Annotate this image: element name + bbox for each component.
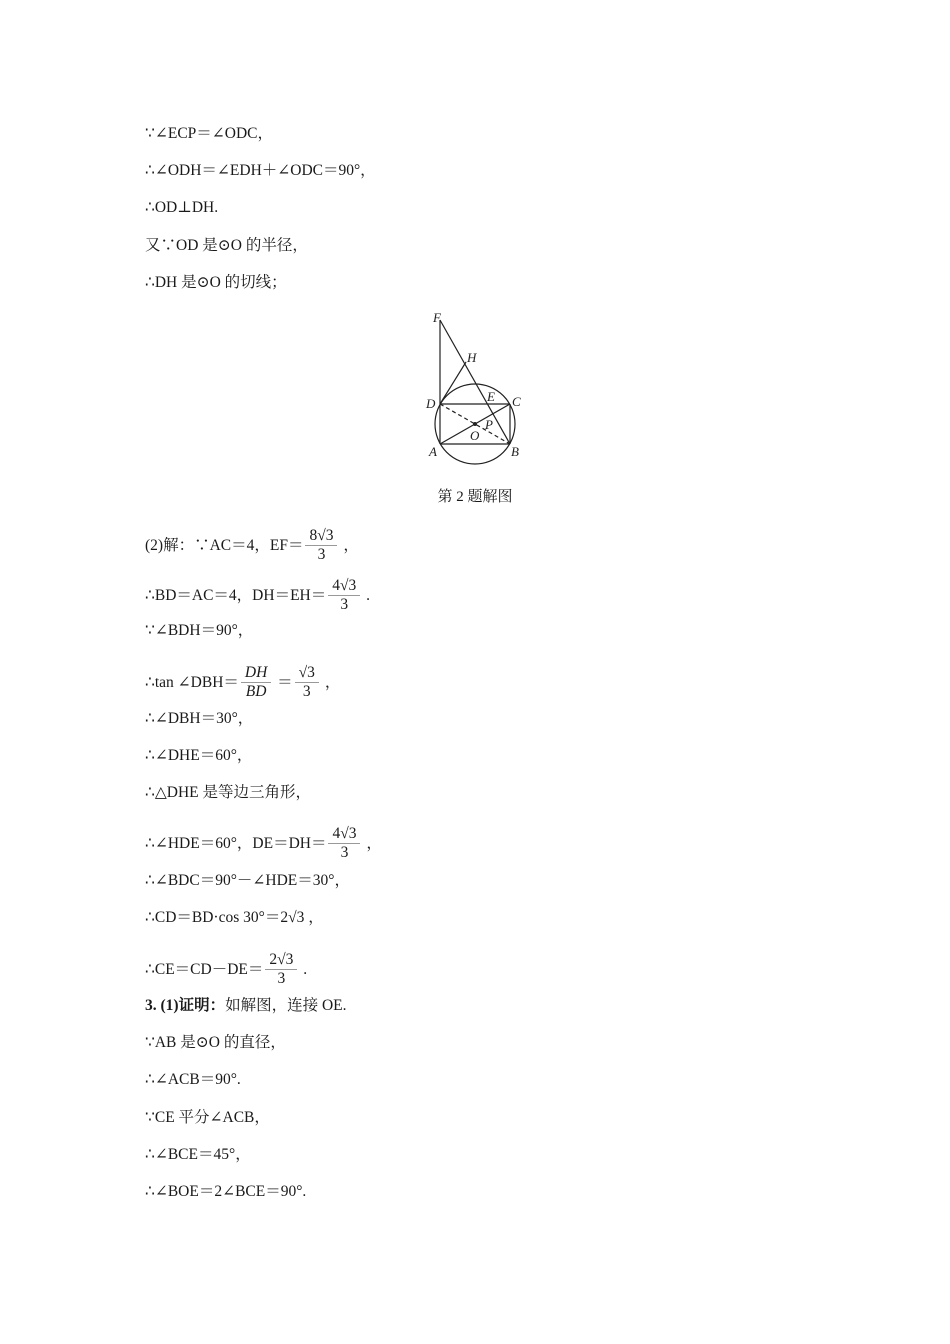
label-p: P (485, 417, 493, 432)
text: ， (324, 674, 341, 692)
solution-line: ∴∠DBH＝30°， (145, 710, 254, 727)
label-a: A (429, 444, 437, 459)
numerator: √3 (295, 664, 319, 683)
proof-line (145, 996, 347, 1016)
part-label: (2)解： (145, 537, 195, 555)
proof-line: 又∵OD 是⊙O 的半径， (145, 237, 308, 254)
fraction (328, 577, 360, 614)
figure-caption: 第 2 题解图 (437, 489, 513, 505)
part-label: 3. (1)证明： (145, 997, 226, 1014)
fraction (241, 664, 271, 701)
text: ＝ (277, 674, 293, 692)
numerator: 8√3 (305, 527, 337, 546)
numerator: 4√3 (328, 825, 360, 844)
solution-line (145, 578, 370, 615)
label-d: D (426, 396, 436, 411)
proof-line: ∵AB 是⊙O 的直径， (145, 1034, 286, 1051)
text: 如解图，连接 OE. (225, 997, 347, 1014)
label-e: E (487, 389, 495, 404)
solution-line (145, 952, 307, 989)
text: ∴CE＝CD－DE＝ (145, 961, 264, 979)
label-b: B (511, 444, 519, 459)
label-c: C (512, 394, 521, 409)
solution-line: ∴△DHE 是等边三角形， (145, 784, 312, 801)
denominator: 3 (340, 844, 349, 861)
text: ∴BD＝AC＝4，DH＝EH＝ (145, 587, 327, 605)
numerator: 4√3 (328, 577, 360, 596)
denominator: BD (245, 683, 267, 700)
proof-line: ∴OD⊥DH. (145, 199, 219, 216)
fraction (328, 825, 360, 862)
fraction (265, 951, 297, 988)
text: . (366, 587, 370, 605)
fraction (305, 527, 337, 564)
solution-line: ∴CD＝BD·cos 30°＝2√3 ， (145, 909, 324, 926)
text: ， (366, 835, 382, 853)
proof-line: ∴∠ODH＝∠EDH＋∠ODC＝90°， (145, 162, 376, 179)
denominator: 3 (340, 596, 349, 613)
solution-line (145, 528, 359, 565)
text: ∵AC＝4，EF＝ (194, 537, 304, 555)
solution-line: ∴∠DHE＝60°， (145, 747, 253, 764)
proof-line: ∵∠ECP＝∠ODC， (145, 125, 273, 142)
proof-line: ∴DH 是⊙O 的切线； (145, 274, 287, 291)
proof-line: ∴∠BOE＝2∠BCE＝90°. (145, 1183, 307, 1200)
solution-line (145, 826, 382, 863)
label-o: O (470, 428, 480, 443)
proof-line: ∴∠BCE＝45°， (145, 1146, 251, 1163)
numerator: DH (241, 664, 271, 683)
text: ∴tan ∠DBH＝ (145, 674, 239, 692)
denominator: 3 (302, 683, 311, 700)
label-f: F (433, 310, 441, 325)
denominator: 3 (277, 970, 286, 987)
text: ， (343, 537, 359, 555)
fraction (295, 664, 319, 701)
solution-line: ∵∠BDH＝90°， (145, 622, 254, 639)
label-h: H (467, 350, 477, 365)
geometry-figure (415, 305, 535, 470)
proof-line: ∵CE 平分∠ACB， (145, 1109, 270, 1126)
solution-line (145, 665, 340, 702)
solution-line: ∴∠BDC＝90°－∠HDE＝30°， (145, 872, 350, 889)
text: . (303, 961, 308, 979)
denominator: 3 (317, 546, 326, 563)
proof-line: ∴∠ACB＝90°. (145, 1071, 241, 1088)
numerator: 2√3 (265, 951, 297, 970)
text: ∴∠HDE＝60°，DE＝DH＝ (145, 835, 327, 853)
